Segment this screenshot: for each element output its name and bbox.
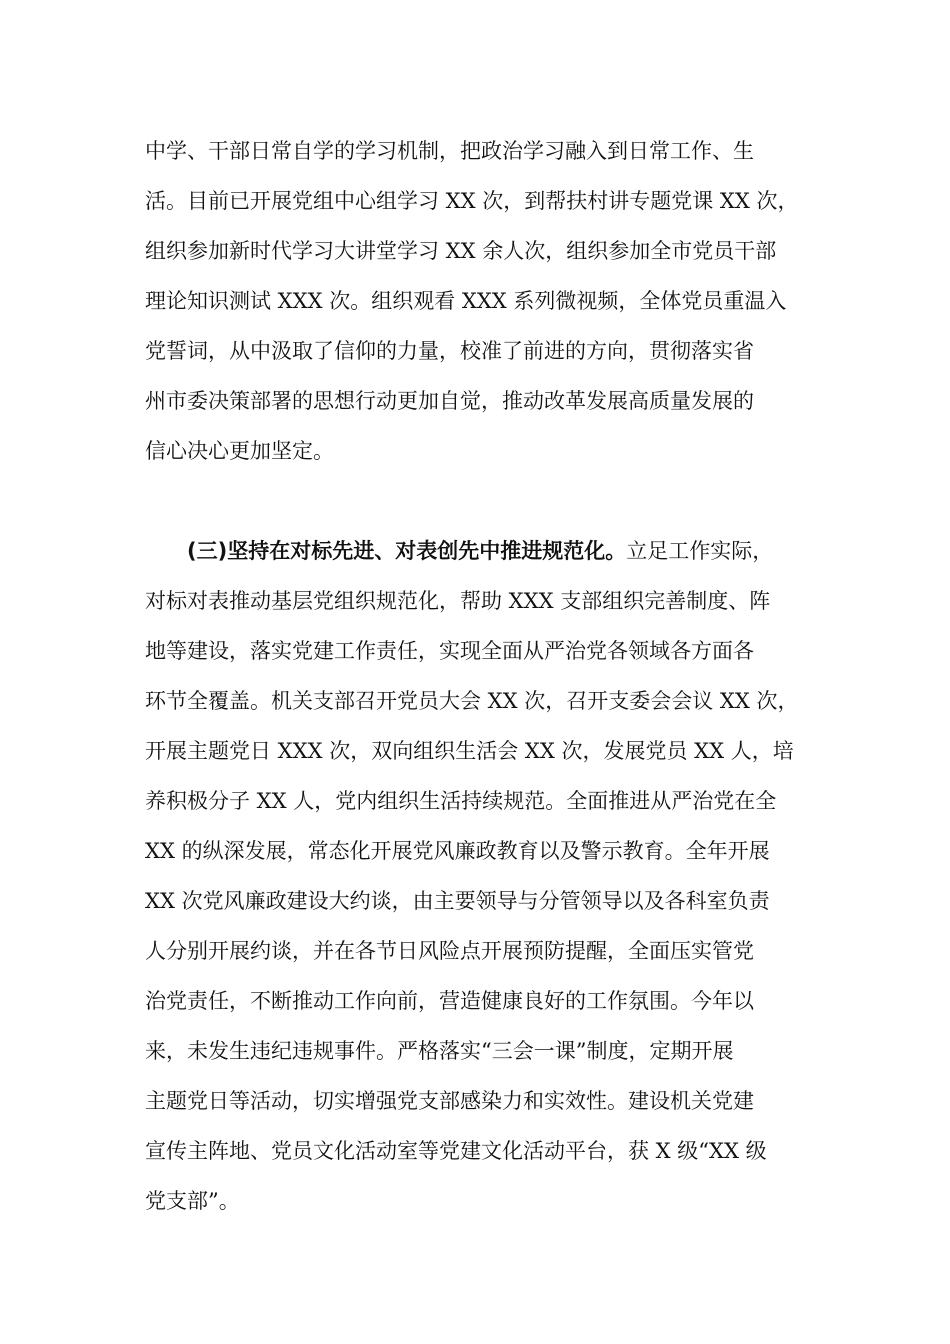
paragraph-2-line-14: 党支部”。 [145,1189,240,1213]
paragraph-1-line-6: 州市委决策部署的思想行动更加自觉，推动改革发展高质量发展的 [145,389,754,413]
paragraph-2-line-4: 环节全覆盖。机关支部召开党员大会 XX 次，召开支委会会议 XX 次， [145,689,799,713]
paragraph-2-line-8: XX 次党风廉政建设大约谈，由主要领导与分管领导以及各科室负责 [145,889,770,913]
paragraph-2-line-3: 地等建设，落实党建工作责任，实现全面从严治党各领域各方面各 [145,639,754,663]
paragraph-2-line-12: 主题党日等活动，切实增强党支部感染力和实效性。建设机关党建 [145,1089,754,1113]
paragraph-2-line-6: 养积极分子 XX 人，党内组织生活持续规范。全面推进从严治党在全 [145,789,777,813]
section-heading: (三)坚持在对标先进、对表创先中推进规范化。 [187,539,627,563]
paragraph-1-line-4: 理论知识测试 XXX 次。组织观看 XXX 系列微视频，全体党员重温入 [145,289,787,313]
paragraph-2-line-5: 开展主题党日 XXX 次，双向组织生活会 XX 次，发展党员 XX 人，培 [145,739,794,763]
section-heading-continuation: 立足工作实际， [626,539,774,563]
paragraph-2-line-13: 宣传主阵地、党员文化活动室等党建文化活动平台，获 X 级“XX 级 [145,1139,767,1163]
paragraph-2-line-11: 来，未发生违纪违规事件。严格落实“三会一课”制度，定期开展 [145,1039,734,1063]
paragraph-2-line-7: XX 的纵深发展，常态化开展党风廉政教育以及警示教育。全年开展 [145,839,770,863]
paragraph-2-line-9: 人分别开展约谈，并在各节日风险点开展预防提醒，全面压实管党 [145,939,754,963]
paragraph-1-line-2: 活。目前已开展党组中心组学习 XX 次，到帮扶村讲专题党课 XX 次， [145,189,799,213]
paragraph-2-line-10: 治党责任，不断推动工作向前，营造健康良好的工作氛围。今年以 [145,989,754,1013]
paragraph-2-line-1 [187,531,827,571]
paragraph-1-line-3: 组织参加新时代学习大讲堂学习 XX 余人次，组织参加全市党员干部 [145,239,777,263]
paragraph-1-line-7: 信心决心更加坚定。 [145,439,334,463]
paragraph-1-line-1: 中学、干部日常自学的学习机制，把政治学习融入到日常工作、生 [145,139,754,163]
paragraph-1-line-5: 党誓词，从中汲取了信仰的力量，校准了前进的方向，贯彻落实省 [145,339,754,363]
paragraph-2-line-2: 对标对表推动基层党组织规范化，帮助 XXX 支部组织完善制度、阵 [145,589,771,613]
